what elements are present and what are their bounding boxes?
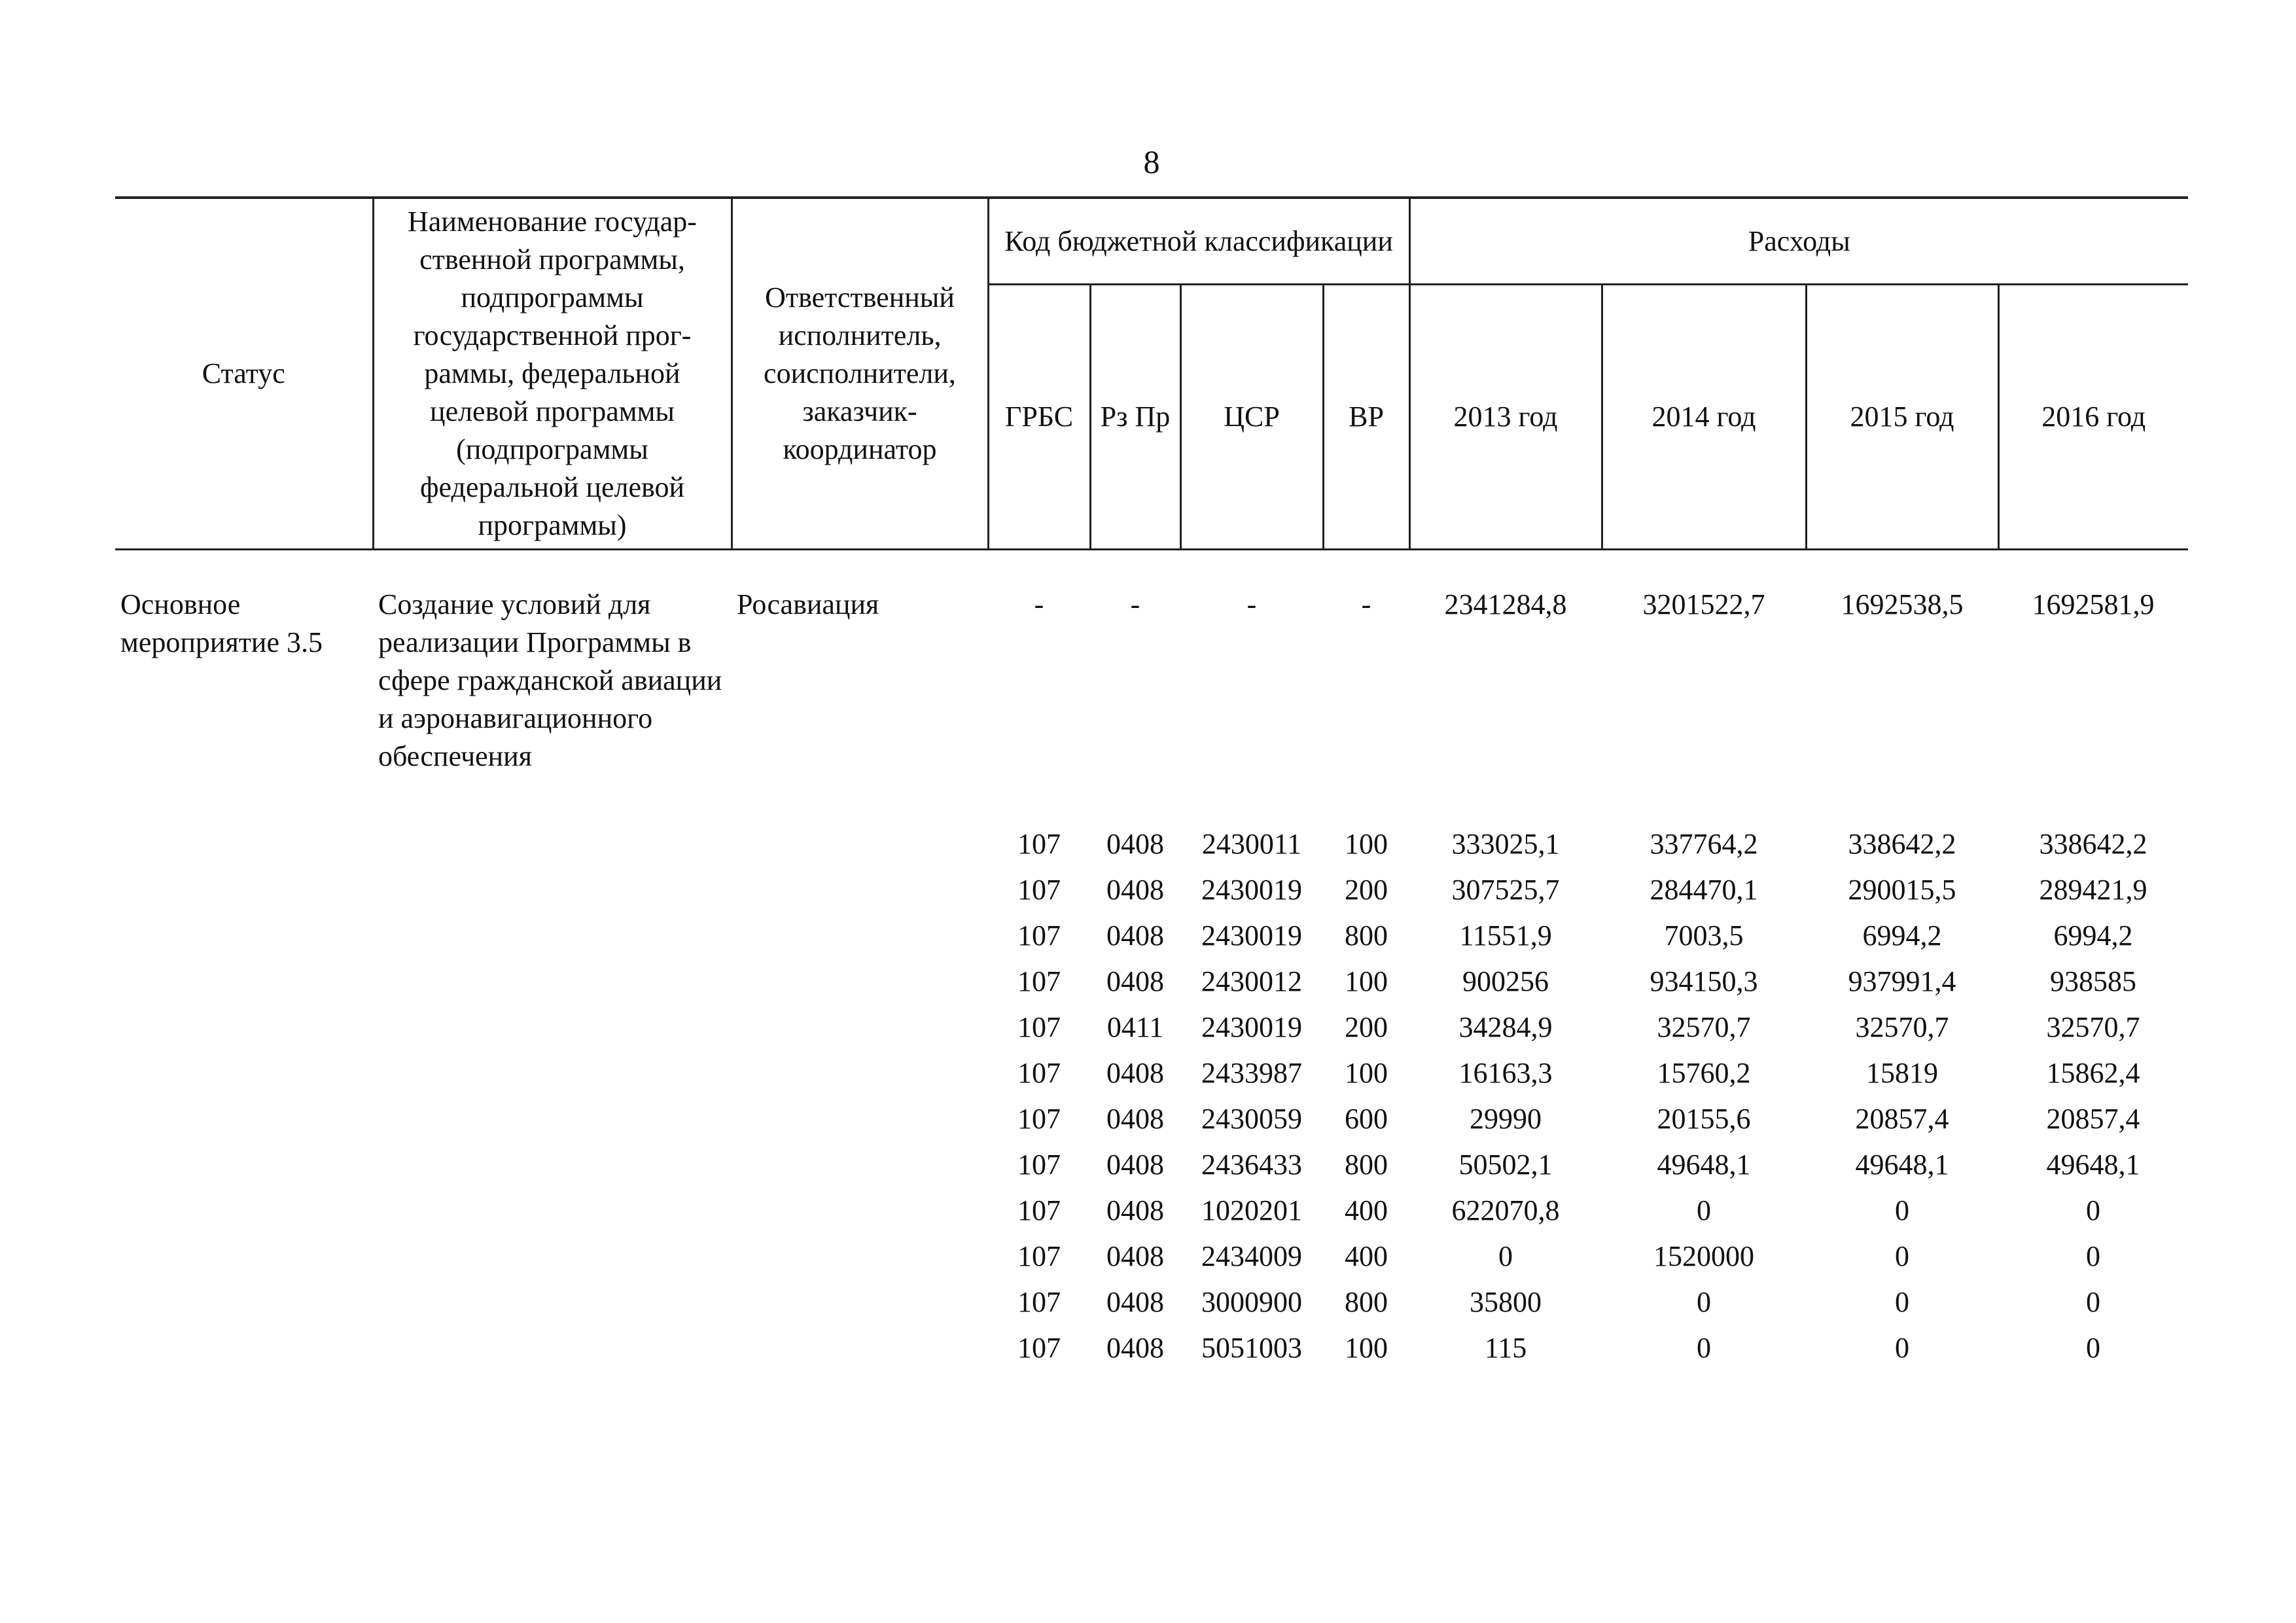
cell-2015: 0 — [1895, 1194, 1910, 1226]
cell-2014: 32570,7 — [1657, 1011, 1751, 1043]
cell-2015: 290015,5 — [1848, 874, 1956, 906]
cell-2013: 622070,8 — [1451, 1194, 1560, 1226]
cell-rzpr: 0408 — [1106, 1332, 1164, 1364]
cell-2016: 0 — [2086, 1194, 2101, 1226]
empty-cell — [732, 1096, 988, 1142]
cell-2015: 20857,4 — [1855, 1103, 1949, 1135]
empty-cell — [732, 1279, 988, 1325]
empty-cell — [115, 913, 373, 959]
cell-vr: 100 — [1345, 1332, 1388, 1364]
cell-vr: 800 — [1345, 1286, 1388, 1318]
table-row — [115, 959, 2188, 1005]
cell-2016: 15862,4 — [2046, 1057, 2140, 1089]
cell-csr: 2430019 — [1201, 919, 1302, 952]
cell-2014: 934150,3 — [1650, 965, 1758, 997]
cell-rzpr: 0408 — [1106, 1149, 1164, 1181]
empty-cell — [732, 1050, 988, 1096]
main-csr: - — [1246, 588, 1257, 620]
cell-2013: 29990 — [1470, 1103, 1542, 1135]
header-program-name: Наименование государ-ственной программы, подпрограммы государственной прог-раммы, федеральной целевой программы (подпрограммы федеральной целевой программы) — [373, 198, 732, 550]
table-row — [115, 1279, 2188, 1325]
cell-csr: 2430019 — [1201, 1011, 1302, 1043]
cell-grbs: 107 — [1017, 1332, 1061, 1364]
cell-rzpr: 0408 — [1106, 1103, 1164, 1135]
main-executor: Росавиация — [737, 588, 879, 620]
cell-2013: 0 — [1498, 1240, 1513, 1272]
budget-table — [115, 196, 2188, 1371]
cell-2015: 49648,1 — [1855, 1149, 1949, 1181]
table-row — [115, 1005, 2188, 1050]
cell-2014: 0 — [1697, 1286, 1712, 1318]
cell-rzpr: 0408 — [1106, 1194, 1164, 1226]
empty-cell — [115, 1279, 373, 1325]
cell-rzpr: 0411 — [1106, 1011, 1164, 1043]
cell-csr: 2430011 — [1201, 828, 1302, 860]
cell-2013: 34284,9 — [1458, 1011, 1553, 1043]
header-rzpr: Рз Пр — [1090, 285, 1180, 550]
empty-cell — [115, 1142, 373, 1188]
cell-grbs: 107 — [1017, 1057, 1061, 1089]
cell-grbs: 107 — [1017, 1240, 1061, 1272]
empty-cell — [115, 1188, 373, 1234]
cell-vr: 200 — [1345, 874, 1388, 906]
cell-2014: 1520000 — [1653, 1240, 1755, 1272]
cell-2015: 937991,4 — [1848, 965, 1956, 997]
cell-grbs: 107 — [1017, 919, 1061, 952]
cell-vr: 800 — [1345, 1149, 1388, 1181]
table-row — [115, 1050, 2188, 1096]
cell-csr: 2436433 — [1201, 1149, 1302, 1181]
empty-cell — [732, 821, 988, 867]
cell-2016: 0 — [2086, 1332, 2101, 1364]
empty-cell — [373, 1142, 732, 1188]
empty-cell — [732, 1142, 988, 1188]
empty-cell — [373, 1096, 732, 1142]
cell-csr: 2430059 — [1201, 1103, 1302, 1135]
cell-2013: 333025,1 — [1451, 828, 1560, 860]
empty-cell — [373, 913, 732, 959]
empty-cell — [732, 913, 988, 959]
cell-2016: 338642,2 — [2039, 828, 2147, 860]
empty-cell — [115, 959, 373, 1005]
cell-2014: 284470,1 — [1650, 874, 1758, 906]
main-2015: 1692538,5 — [1841, 588, 1964, 620]
cell-2015: 15819 — [1866, 1057, 1939, 1089]
cell-vr: 600 — [1345, 1103, 1388, 1135]
cell-2016: 0 — [2086, 1286, 2101, 1318]
empty-cell — [373, 1005, 732, 1050]
cell-csr: 2430012 — [1201, 965, 1302, 997]
empty-cell — [373, 959, 732, 1005]
cell-csr: 2430019 — [1201, 874, 1302, 906]
cell-2013: 35800 — [1470, 1286, 1542, 1318]
empty-cell — [373, 867, 732, 913]
empty-cell — [373, 1050, 732, 1096]
cell-rzpr: 0408 — [1106, 874, 1164, 906]
header-status: Статус — [115, 198, 373, 550]
empty-cell — [732, 959, 988, 1005]
table-row — [115, 1142, 2188, 1188]
cell-2014: 7003,5 — [1664, 919, 1744, 952]
empty-cell — [115, 867, 373, 913]
cell-2015: 6994,2 — [1862, 919, 1942, 952]
main-row — [115, 586, 2188, 821]
main-2014: 3201522,7 — [1642, 588, 1765, 620]
header-2013: 2013 год — [1409, 285, 1602, 550]
cell-grbs: 107 — [1017, 828, 1061, 860]
cell-rzpr: 0408 — [1106, 919, 1164, 952]
cell-2013: 16163,3 — [1458, 1057, 1553, 1089]
empty-cell — [115, 1234, 373, 1279]
table-row — [115, 1188, 2188, 1234]
empty-cell — [373, 1234, 732, 1279]
table-row — [115, 821, 2188, 867]
table-row — [115, 1234, 2188, 1279]
cell-vr: 100 — [1345, 965, 1388, 997]
cell-2013: 900256 — [1462, 965, 1549, 997]
cell-vr: 400 — [1345, 1194, 1388, 1226]
empty-cell — [373, 821, 732, 867]
cell-2013: 115 — [1484, 1332, 1527, 1364]
cell-vr: 100 — [1345, 1057, 1388, 1089]
empty-cell — [732, 1234, 988, 1279]
cell-2015: 0 — [1895, 1332, 1910, 1364]
empty-cell — [115, 1096, 373, 1142]
header-budget-code: Код бюджетной классификации — [988, 198, 1409, 285]
main-vr: - — [1361, 588, 1371, 620]
empty-cell — [373, 1279, 732, 1325]
cell-csr: 2433987 — [1201, 1057, 1302, 1089]
cell-grbs: 107 — [1017, 1149, 1061, 1181]
cell-rzpr: 0408 — [1106, 1286, 1164, 1318]
cell-grbs: 107 — [1017, 1194, 1061, 1226]
cell-csr: 2434009 — [1201, 1240, 1302, 1272]
cell-vr: 400 — [1345, 1240, 1388, 1272]
cell-2013: 11551,9 — [1459, 919, 1552, 952]
cell-2013: 50502,1 — [1458, 1149, 1553, 1181]
cell-2016: 32570,7 — [2046, 1011, 2140, 1043]
header-2015: 2015 год — [1806, 285, 1998, 550]
main-name: Создание условий для реализации Программы в сфере гражданской авиации и аэронавигационного обеспечения — [378, 588, 722, 772]
table-row — [115, 867, 2188, 913]
cell-2016: 49648,1 — [2046, 1149, 2140, 1181]
cell-2013: 307525,7 — [1451, 874, 1560, 906]
main-2013: 2341284,8 — [1444, 588, 1567, 620]
cell-vr: 200 — [1345, 1011, 1388, 1043]
empty-cell — [115, 1005, 373, 1050]
cell-2015: 0 — [1895, 1286, 1910, 1318]
cell-2016: 289421,9 — [2039, 874, 2147, 906]
cell-grbs: 107 — [1017, 1011, 1061, 1043]
empty-cell — [115, 1050, 373, 1096]
header-grbs: ГРБС — [988, 285, 1090, 550]
cell-2015: 32570,7 — [1855, 1011, 1949, 1043]
cell-grbs: 107 — [1017, 874, 1061, 906]
cell-rzpr: 0408 — [1106, 1240, 1164, 1272]
cell-csr: 5051003 — [1201, 1332, 1302, 1364]
cell-rzpr: 0408 — [1106, 965, 1164, 997]
page-number: 8 — [1143, 143, 1160, 180]
cell-2016: 938585 — [2050, 965, 2137, 997]
table-row — [115, 913, 2188, 959]
main-grbs: - — [1034, 588, 1044, 620]
cell-2015: 338642,2 — [1848, 828, 1956, 860]
table-row — [115, 1325, 2188, 1371]
cell-2014: 15760,2 — [1657, 1057, 1751, 1089]
empty-cell — [732, 1188, 988, 1234]
empty-cell — [732, 1005, 988, 1050]
empty-cell — [373, 1188, 732, 1234]
cell-grbs: 107 — [1017, 1103, 1061, 1135]
cell-2016: 0 — [2086, 1240, 2101, 1272]
cell-2014: 49648,1 — [1657, 1149, 1751, 1181]
cell-2014: 20155,6 — [1657, 1103, 1751, 1135]
empty-cell — [732, 867, 988, 913]
cell-vr: 800 — [1345, 919, 1388, 952]
header-executor: Ответственный исполнитель, соисполнители, заказчик-координатор — [732, 198, 988, 550]
header-expenses: Расходы — [1409, 198, 2188, 285]
cell-2016: 20857,4 — [2046, 1103, 2140, 1135]
cell-2016: 6994,2 — [2053, 919, 2133, 952]
empty-cell — [732, 1325, 988, 1371]
cell-2014: 337764,2 — [1650, 828, 1758, 860]
main-rzpr: - — [1130, 588, 1140, 620]
cell-rzpr: 0408 — [1106, 828, 1164, 860]
main-2016: 1692581,9 — [2032, 588, 2155, 620]
cell-2014: 0 — [1697, 1332, 1712, 1364]
cell-2015: 0 — [1895, 1240, 1910, 1272]
main-status: Основное мероприятие 3.5 — [120, 588, 323, 658]
empty-cell — [115, 1325, 373, 1371]
cell-vr: 100 — [1345, 828, 1388, 860]
header-2016: 2016 год — [1998, 285, 2188, 550]
empty-cell — [373, 1325, 732, 1371]
cell-rzpr: 0408 — [1106, 1057, 1164, 1089]
header-2014: 2014 год — [1602, 285, 1806, 550]
table-row — [115, 1096, 2188, 1142]
cell-csr: 3000900 — [1201, 1286, 1302, 1318]
cell-grbs: 107 — [1017, 965, 1061, 997]
cell-csr: 1020201 — [1201, 1194, 1302, 1226]
cell-grbs: 107 — [1017, 1286, 1061, 1318]
empty-cell — [115, 821, 373, 867]
header-vr: ВР — [1323, 285, 1409, 550]
cell-2014: 0 — [1697, 1194, 1712, 1226]
header-csr: ЦСР — [1180, 285, 1323, 550]
